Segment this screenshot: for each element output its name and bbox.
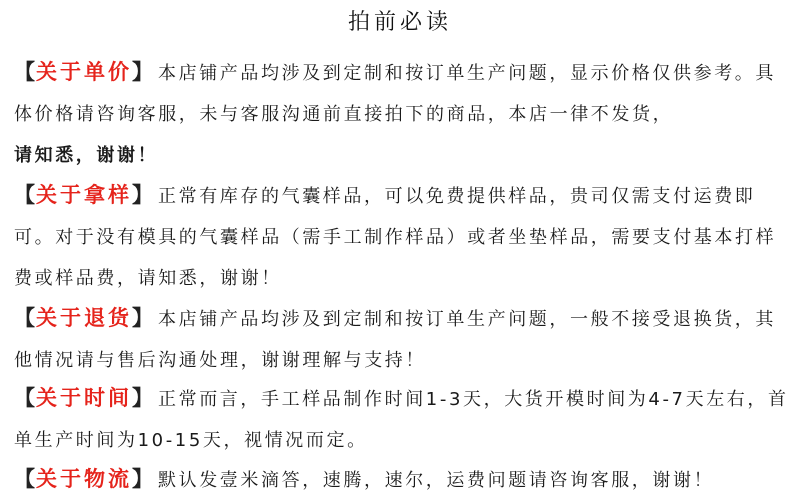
section-heading — [14, 60, 154, 84]
section-logistics — [14, 459, 792, 501]
heading-text: 关于单价 — [36, 60, 132, 84]
section-emphasis: 请知悉，谢谢！ — [14, 145, 159, 166]
heading-text: 关于物流 — [36, 467, 132, 491]
section-time — [14, 378, 792, 461]
section-heading — [14, 467, 154, 491]
bracket-open: 【 — [14, 467, 36, 491]
bracket-open: 【 — [14, 60, 36, 84]
heading-text: 关于退货 — [36, 306, 132, 330]
bracket-close: 】 — [132, 467, 154, 491]
section-body: 正常有库存的气囊样品，可以免费提供样品，贵司仅需支付运费即可。对于没有模具的气囊样品（需手工制作样品）或者坐垫样品，需要支付基本打样费或样品费，请知悉，谢谢！ — [14, 186, 777, 289]
section-body: 正常而言，手工样品制作时间1-3天，大货开模时间为4-7天左右，首单生产时间为10-15天，视情况而定。 — [14, 389, 789, 451]
bracket-close: 】 — [132, 306, 154, 330]
section-body: 本店铺产品均涉及到定制和按订单生产问题，显示价格仅供参考。具体价格请咨询客服，未与客服沟通前直接拍下的商品，本店一律不发货， — [14, 63, 776, 125]
bracket-close: 】 — [132, 386, 154, 410]
section-unit-price — [14, 52, 792, 176]
page-title: 拍前必读 — [347, 10, 452, 35]
bracket-close: 】 — [132, 60, 154, 84]
section-body: 本店铺产品均涉及到定制和按订单生产问题，一般不接受退换货，其他情况请与售后沟通处理，谢谢理解与支持！ — [14, 309, 776, 371]
section-heading — [14, 306, 154, 330]
section-body: 默认发壹米滴答，速腾，速尔，运费问题请咨询客服，谢谢！ — [158, 470, 715, 491]
section-heading — [14, 183, 154, 207]
section-heading — [14, 386, 154, 410]
section-sample — [14, 175, 792, 299]
bracket-open: 【 — [14, 386, 36, 410]
heading-text: 关于拿样 — [36, 183, 132, 207]
heading-text: 关于时间 — [36, 386, 132, 410]
bracket-open: 【 — [14, 306, 36, 330]
bracket-close: 】 — [132, 183, 154, 207]
bracket-open: 【 — [14, 183, 36, 207]
section-returns — [14, 298, 792, 381]
